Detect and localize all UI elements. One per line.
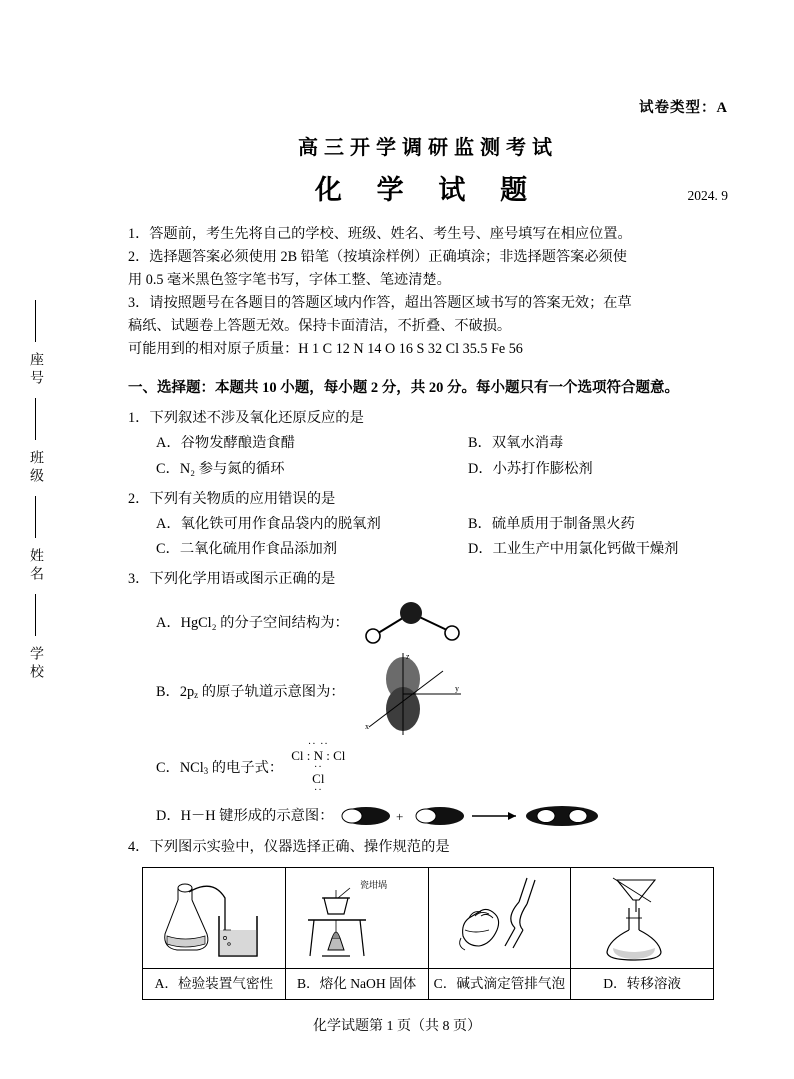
lewis-line-2: Cl [312,771,325,787]
side-label-class: 班级 [28,450,43,486]
question-3-text: 下列化学用语或图示正确的是 [149,571,336,588]
instructions [128,223,728,361]
exam-title: 高三开学调研监测考试 [298,137,558,159]
question-4-text: 下列图示实验中，仪器选择正确、操作规范的是 [149,839,450,856]
question-1-number: 1． [128,410,150,427]
svg-text:x: x [364,722,369,732]
relative-atomic-masses: 可能用到的相对原子质量：H 1 C 12 N 14 O 16 S 32 Cl 35.5 Fe 56 [128,341,523,357]
ncl3-lewis-structure [291,741,345,795]
side-label-name: 姓名 [28,548,43,584]
question-3-option-a-label: A．HgCl₂ 的分子空间结构为： [156,614,349,631]
question-1-option-a: A．谷物发酵酿造食醋 [156,435,295,452]
question-4-stem [128,836,728,859]
side-rule [35,594,36,636]
side-rule [35,398,36,440]
lewis-line-1: Cl : N : Cl [291,748,346,764]
question-2-option-d: D．工业生产中用氯化钙做干燥剂 [468,540,679,557]
question-3-option-b-label: B．$2p_z$ 的原子轨道示意图为： [156,683,345,700]
hh-bond-formation-figure [340,803,630,829]
table-row-figures [143,868,714,969]
question-3-option-d [128,803,728,829]
question-4-number: 4． [128,839,150,856]
experiment-figures-table [142,867,714,1000]
question-3-option-c [128,741,728,795]
side-label-seat: 座号 [28,352,43,388]
figure-cell-c [428,868,571,969]
question-1-option-c: C．N₂ 参与氮的循环 [156,460,285,477]
question-2-options-row-2 [128,538,728,561]
question-1 [128,407,728,480]
question-3-option-b [128,649,728,735]
subject-title: 化 学 试 题 [314,175,542,205]
question-2 [128,488,728,561]
question-2-option-a: A．氧化铁可用作食品袋内的脱氧剂 [156,515,381,532]
svg-text:+: + [395,809,403,825]
side-label-school: 学校 [28,646,43,682]
question-2-options-row-1 [128,513,728,536]
question-3-option-d-label: D．H－H 键形成的示意图： [156,807,334,824]
paper-type: 试卷类型：A [639,100,728,116]
question-3-option-c-label: C．NCl$_3$ 的电子式： [156,759,284,776]
question-2-stem [128,488,728,511]
question-1-option-b: B．双氧水消毒 [468,435,564,452]
side-margin-labels [18,300,52,692]
caption-c: C．碱式滴定管排气泡 [428,969,571,1000]
question-1-stem [128,407,728,430]
section-1-title: 一、选择题：本题共 10 小题，每小题 2 分，共 20 分。每小题只有一个选项符合题意。 [128,380,679,396]
question-3-option-a [128,601,728,645]
question-2-option-c: C．二氧化硫用作食品添加剂 [156,540,338,557]
caption-d: D．转移溶液 [571,969,714,1000]
caption-b: B．熔化 NaOH 固体 [285,969,428,1000]
instruction-3b: 稿纸、试题卷上答题无效。保持卡面清洁，不折叠、不破损。 [128,318,512,334]
question-1-option-d: D．小苏打作膨松剂 [468,460,593,477]
instruction-1: 1．答题前，考生先将自己的学校、班级、姓名、考生号、座号填写在相应位置。 [128,226,632,242]
hgcl2-bent-structure-figure [355,601,475,645]
svg-text:瓷坩埚: 瓷坩埚 [359,880,387,891]
side-rule [35,300,36,342]
question-1-options-row-2 [128,458,728,481]
figure-cell-b [285,868,428,969]
question-3-stem [128,568,728,591]
instruction-2a: 2．选择题答案必须使用 2B 铅笔（按填涂样例）正确填涂；非选择题答案必须使 [128,249,627,265]
question-2-number: 2． [128,490,150,507]
question-2-option-b: B．硫单质用于制备黑火药 [468,515,635,532]
instruction-2b: 用 0.5 毫米黑色签字笔书写，字体工整、笔迹清楚。 [128,272,451,288]
question-3-number: 3． [128,571,150,588]
question-2-text: 下列有关物质的应用错误的是 [149,490,336,507]
document-content [128,96,728,1000]
caption-a: A．检验装置气密性 [143,969,286,1000]
lewis-mid-dots: ·· [313,762,323,774]
svg-text:z: z [405,652,410,662]
exam-date: 2024. 9 [687,188,728,203]
lewis-bottom-dots: ·· [313,785,323,797]
svg-text:y: y [454,684,459,694]
instruction-3a: 3．请按照题号在各题目的答题区域内作答，超出答题区域书写的答案无效；在草 [128,295,632,311]
p-orbital-figure [351,649,471,735]
figure-cell-a [143,868,286,969]
subject-row [128,168,728,207]
table-row-captions [143,969,714,1000]
figure-cell-d [571,868,714,969]
question-1-text: 下列叙述不涉及氧化还原反应的是 [149,410,364,427]
lewis-top-dots: ·· ·· [307,739,329,751]
page-footer: 化学试题第 1 页（共 8 页） [313,1019,481,1034]
question-3 [128,568,728,829]
question-4 [128,836,728,1000]
question-1-options-row-1 [128,432,728,455]
side-rule [35,496,36,538]
